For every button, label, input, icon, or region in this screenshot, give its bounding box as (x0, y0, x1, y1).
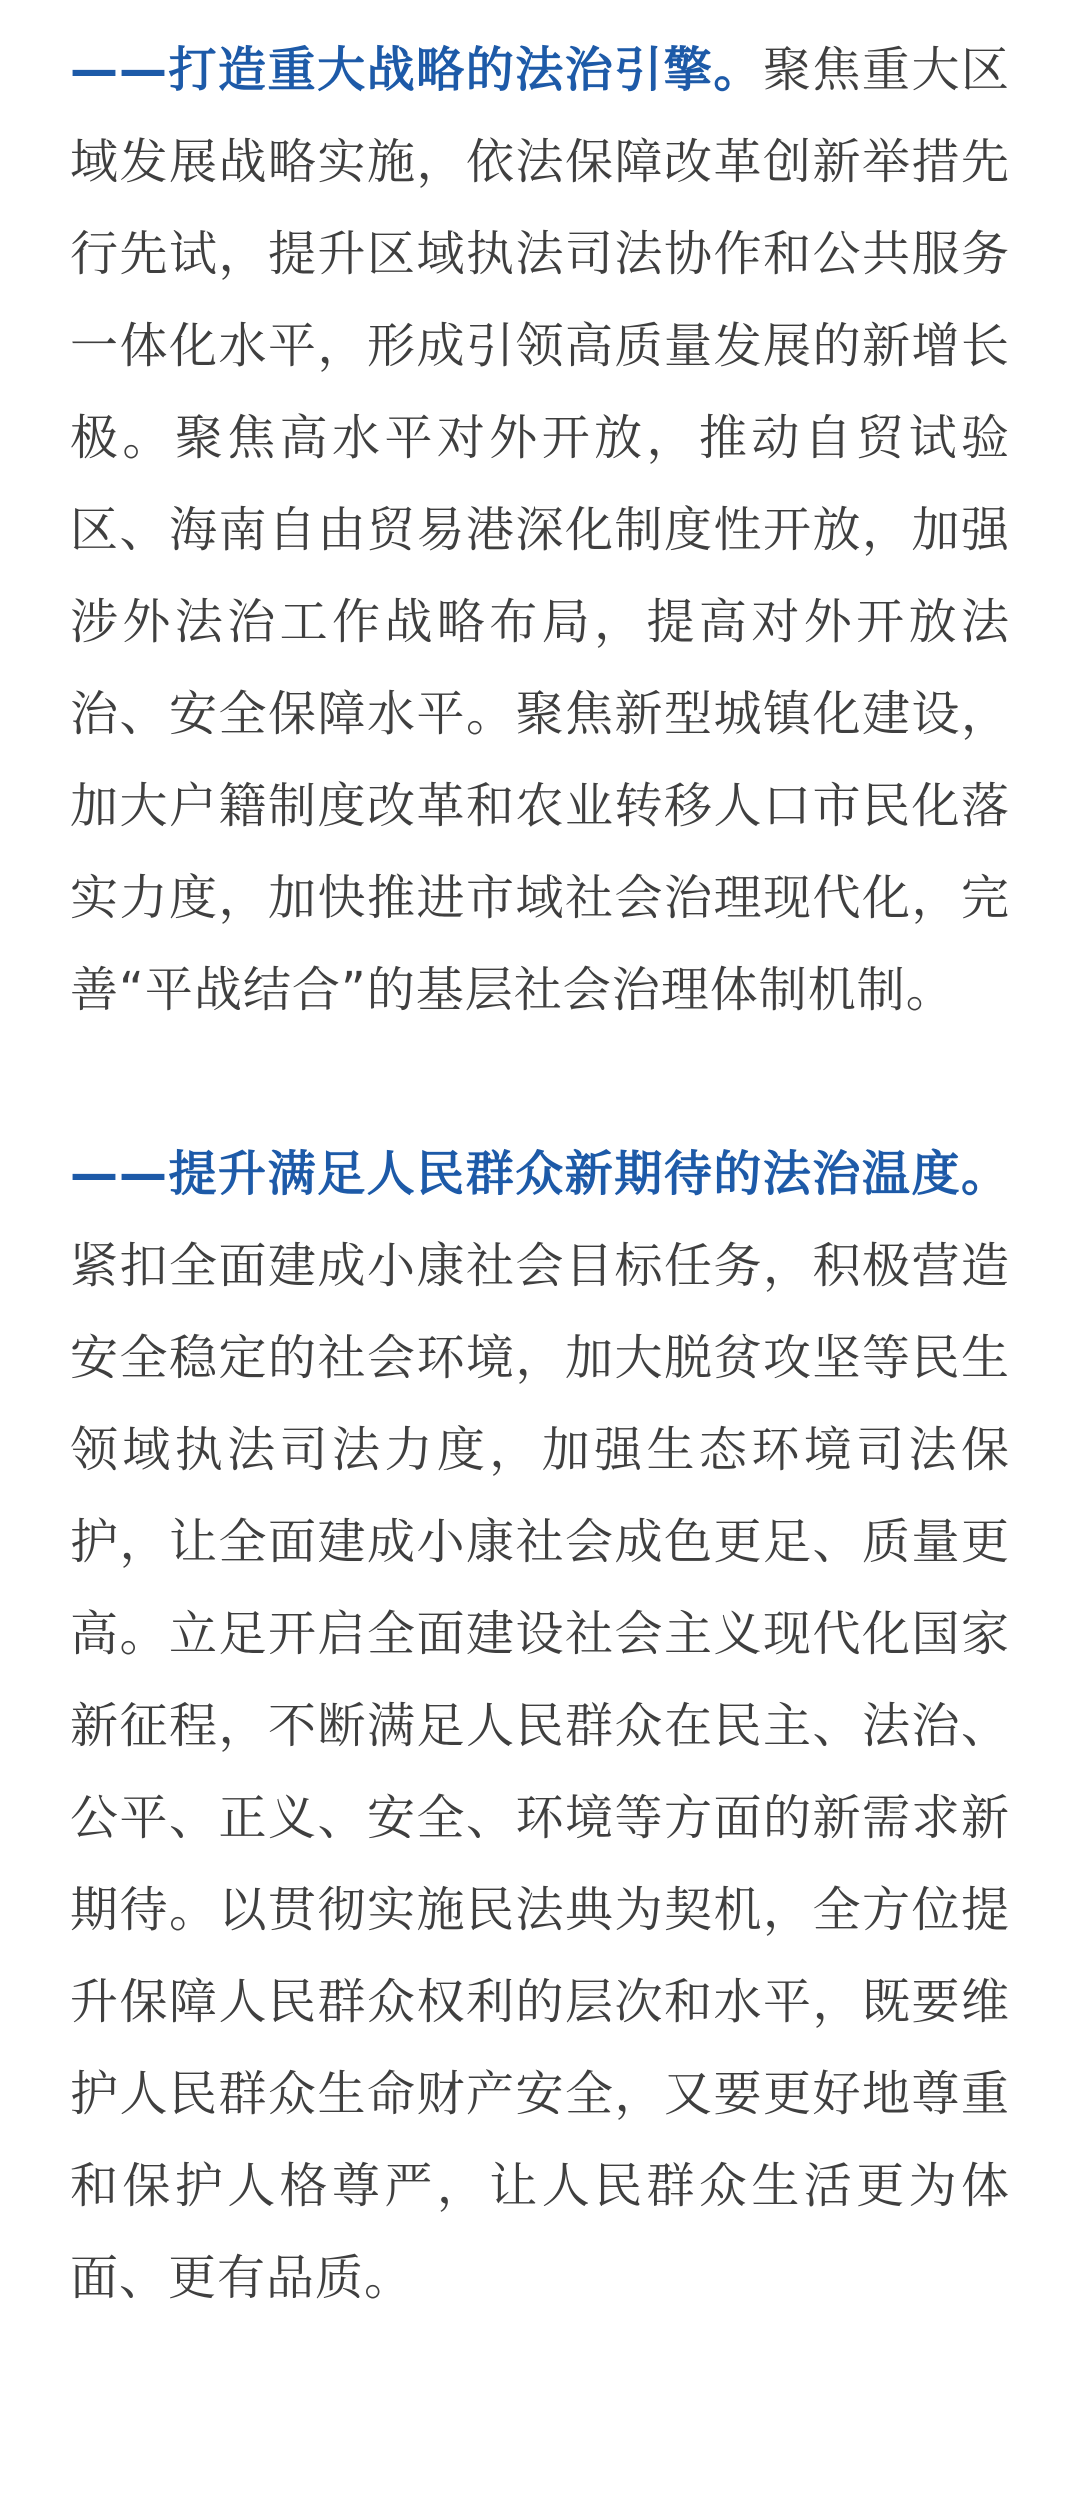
paragraph-text: 聚焦重大区域发展战略实施，依法保障改革创新举措先行先试，提升区域执法司法协作和公共服务一体化水平，形成引领高质量发展的新增长极。聚焦高水平对外开放，推动自贸试验区、海南自由贸易港深化制度性开放，加强涉外法治工作战略布局，提高对外开放法治、安全保障水平。聚焦新型城镇化建设，加大户籍制度改革和农业转移人口市民化落实力度，加快推进市域社会治理现代化，完善“平战结合”的基层社会治理体制机制。 (70, 42, 1010, 1018)
paragraph-text: 紧扣全面建成小康社会目标任务，积极营造安全稳定的社会环境，加大脱贫攻坚等民生领域执法司法力度，加强生态环境司法保护，让全面建成小康社会成色更足、质量更高。立足开启全面建设社会主义现代化国家新征程，不断满足人民群众在民主、法治、公平、正义、安全、环境等方面的新需求新期待。以贯彻实施民法典为契机，全方位提升保障人民群众权利的层次和水平，既要维护人民群众生命财产安全，又要更好地尊重和保护人格尊严，让人民群众生活更为体面、更有品质。 (70, 1238, 1010, 2306)
article-body (70, 24, 1010, 2324)
paragraph-heading: ——打造重大战略的法治引擎。 (70, 42, 763, 98)
paragraph-heading: ——提升满足人民群众新期待的法治温度。 (70, 1146, 1010, 1202)
paragraph-people-expectations (70, 1128, 1010, 2324)
paragraph-strategy-engine (70, 24, 1010, 1036)
